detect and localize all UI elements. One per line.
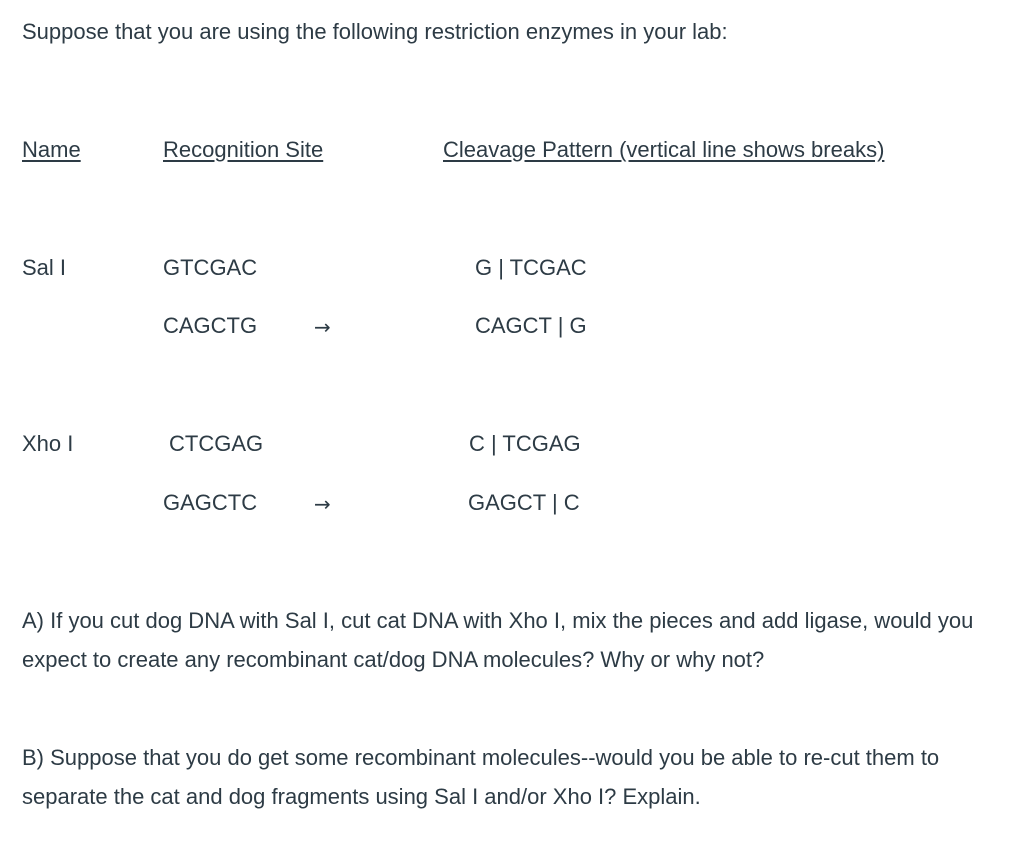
xho-i-site-top: CTCGAG [169,431,264,456]
sal-i-arrow-icon: → [314,315,331,339]
intro-text: Suppose that you are using the following restriction enzymes in your lab: [22,19,728,44]
enzyme-name-xho-i: Xho I [22,431,74,456]
sal-i-site-top: GTCGAC [163,255,258,280]
sal-i-site-bottom: CAGCTG [163,313,258,338]
question-b: B) Suppose that you do get some recombinant molecules--would you be able to re-cut them to separate the cat and dog fragments using Sal I and/or Xho I? Explain. [22,745,940,809]
xho-i-site-bottom: GAGCTC [163,490,258,515]
xho-i-cut-top: C | TCGAG [469,431,581,456]
xho-i-cut-bottom: GAGCT | C [468,490,580,515]
sal-i-cut-bottom: CAGCT | G [475,313,587,338]
header-recognition-site: Recognition Site [163,137,324,162]
header-name: Name [22,137,81,162]
question-a: A) If you cut dog DNA with Sal I, cut cat DNA with Xho I, mix the pieces and add ligase, would you expect to create any recombinant cat/dog DNA molecules? Why or why not? [22,608,974,672]
sal-i-cut-top: G | TCGAC [475,255,587,280]
enzyme-name-sal-i: Sal I [22,255,67,280]
header-cleavage-pattern: Cleavage Pattern (vertical line shows breaks) [443,137,885,162]
xho-i-arrow-icon: → [314,492,331,516]
